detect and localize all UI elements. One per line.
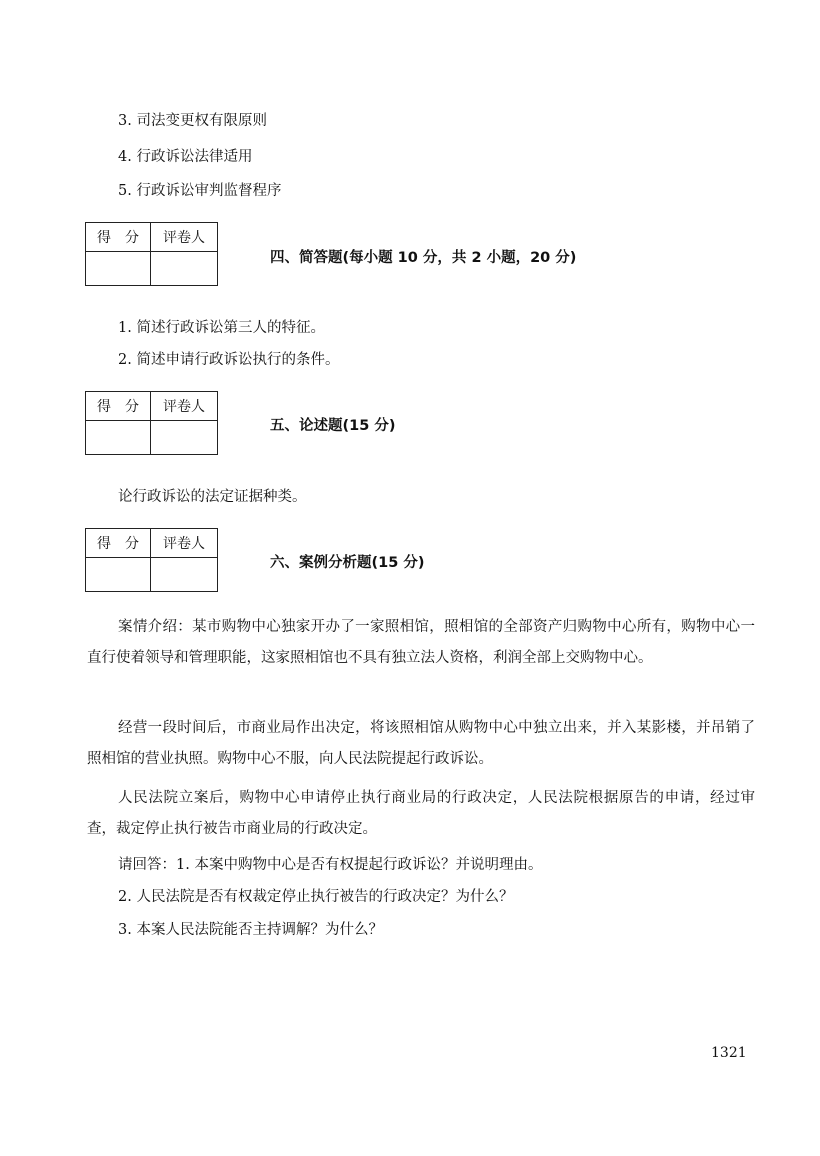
section-title: 四、简答题(每小题 10 分，共 2 小题，20 分)	[270, 250, 577, 266]
question: 2. 简述申请行政诉讼执行的条件。	[118, 352, 340, 368]
grader-cell	[151, 558, 217, 591]
score-table	[85, 528, 218, 592]
list-item: 5. 行政诉讼审判监督程序	[118, 183, 282, 199]
score-cell	[86, 558, 151, 591]
section-title: 六、案例分析题(15 分)	[270, 555, 425, 571]
question: 论行政诉讼的法定证据种类。	[118, 489, 307, 505]
grader-cell	[151, 421, 217, 454]
list-item: 4. 行政诉讼法律适用	[118, 149, 253, 165]
score-table	[85, 222, 218, 286]
case-paragraph: 经营一段时间后，市商业局作出决定，将该照相馆从购物中心中独立出来，并入某影楼，并吊销了照相馆的营业执照。购物中心不服，向人民法院提起行政诉讼。	[87, 720, 755, 767]
score-label: 得 分	[86, 392, 151, 421]
score-cell	[86, 421, 151, 454]
question: 3. 本案人民法院能否主持调解？为什么？	[118, 922, 383, 938]
question: 请回答：1. 本案中购物中心是否有权提起行政诉讼？并说明理由。	[118, 857, 543, 873]
grader-label: 评卷人	[151, 529, 217, 558]
question: 1. 简述行政诉讼第三人的特征。	[118, 320, 325, 336]
grader-label: 评卷人	[151, 223, 217, 252]
question: 2. 人民法院是否有权裁定停止执行被告的行政决定？为什么？	[118, 889, 514, 905]
page-number: 1321	[711, 1045, 747, 1061]
score-label: 得 分	[86, 223, 151, 252]
case-paragraph: 人民法院立案后，购物中心申请停止执行商业局的行政决定，人民法院根据原告的申请，经过审查，裁定停止执行被告市商业局的行政决定。	[87, 790, 755, 837]
case-paragraph: 案情介绍：某市购物中心独家开办了一家照相馆，照相馆的全部资产归购物中心所有，购物中心一直行使着领导和管理职能，这家照相馆也不具有独立法人资格，利润全部上交购物中心。	[87, 619, 755, 666]
grader-label: 评卷人	[151, 392, 217, 421]
section-title: 五、论述题(15 分)	[270, 418, 396, 434]
grader-cell	[151, 252, 217, 285]
list-item: 3. 司法变更权有限原则	[118, 113, 267, 129]
score-table	[85, 391, 218, 455]
score-cell	[86, 252, 151, 285]
score-label: 得 分	[86, 529, 151, 558]
